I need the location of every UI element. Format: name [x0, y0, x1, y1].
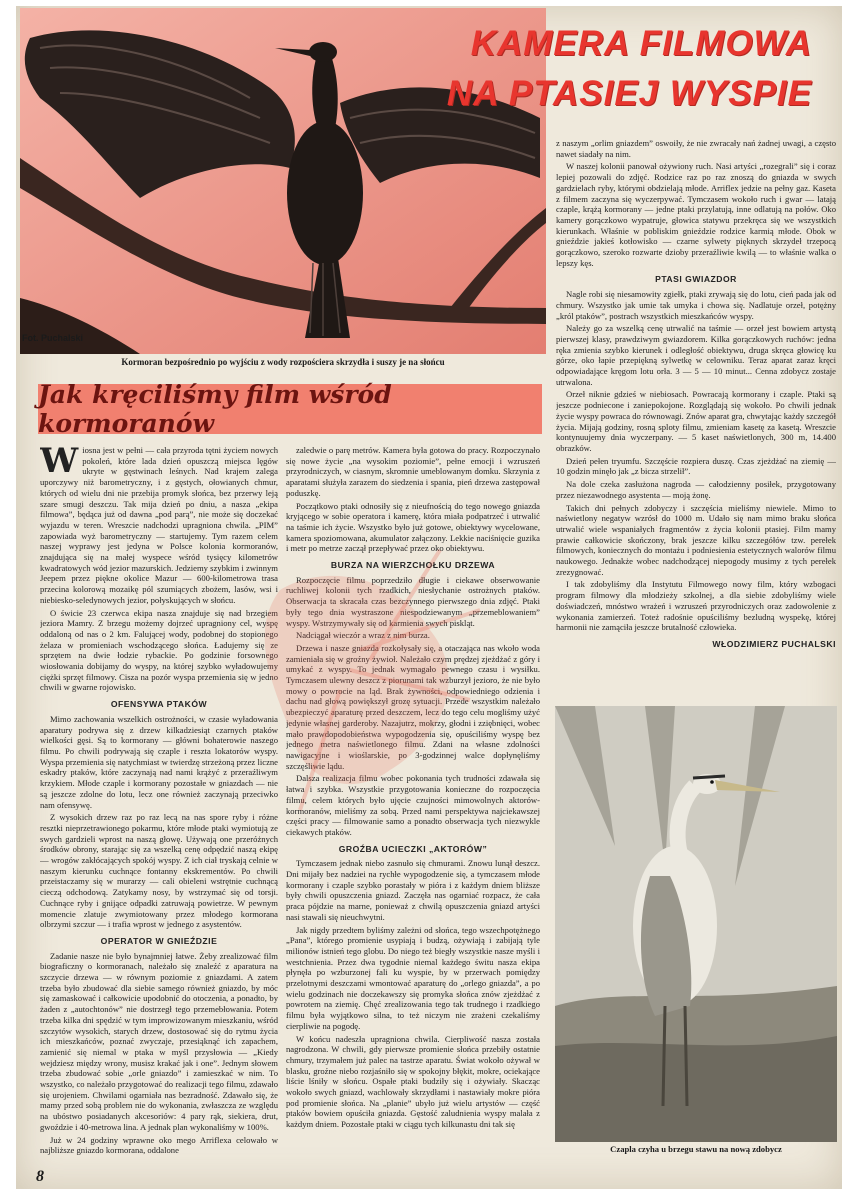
photo-credit: Fot. Puchalski	[22, 333, 84, 343]
heron-illustration	[555, 706, 837, 1142]
article-subtitle: Jak kręciliśmy film wśród kormoranów	[38, 380, 392, 438]
paragraph: Dzień pełen tryumfu. Szczęście rozpiera duszę. Czas zjeżdżać na ziemię — 10 godzin minęło jak „z bicza strzelił”.	[556, 455, 836, 477]
heron-caption: Czapla czyha u brzegu stawu na nową zdobycz	[610, 1144, 782, 1154]
cormorant-photo	[20, 8, 546, 354]
headline-line-1: KAMERA FILMOWA	[470, 24, 812, 63]
paragraph: Rozpoczęcie filmu poprzedziło długie i ciekawe obserwowanie ruchliwej kolonii tych rzadkich, niesłychanie ostrożnych ptaków. Obserwacja ta skracała czas bezczynnego pierwszego dnia zdjęć. Ptaki były tego dnia wystraszone niespodziewanym „przemeblowaniem” wyspy. Wstrzymywały się od karmienia swych piskląt.	[286, 574, 540, 628]
section-heading: BURZA NA WIERZCHOŁKU DRZEWA	[330, 560, 496, 571]
cormorant-illustration	[20, 8, 546, 354]
paragraph: W końcu nadeszła upragniona chwila. Cierpliwość nasza została nagrodzona. W chwili, gdy pierwsze promienie słońca przebiły ostatnie chmury, trzymałem już palec na tastrze aparatu. Świat wokoło ożywał w blasku, groźne niebo rozjaśniło się w spokojny błękit, mokre, ociekające liście lśniły w słońcu. Ospałe ptaki budziły się i ożywiały. Skacząc wokoło swych gniazd, wachlowały skrzydłami i nastawiały mokre pióra pod promienie słońca. Na „planie” ubyło już wielu artystów — część ptaków bowiem opuściła gniazda. Gęstość zaludnienia wyspy malała z każdym dniem. Pozostałe ptaki w ciągu tych kilkunastu dni tak się	[286, 1033, 540, 1130]
paragraph: Z wysokich drzew raz po raz lecą na nas spore ryby i różne resztki nieprzetrawionego pokarmu, które młode ptaki wymiotują ze swych gardzieli wprost na naszą głowę. Używają one przeróżnych środków obrony, starając się za wszelką cenę odpędzić naszą ekipę — wrogów zakłócających spokój wyspy. Z ich ciał tryskają celnie w naszym kierunku cuchnące fontanny ekskrementów. Po chwili przeistaczamy się w murarzy — cali obieleni wstrętnie cuchnącą cieczą odchodową. Zatykamy nosy, by wstrzymać się od torsji. Cuchnące ryby i gnijące odpadki zatruwają powietrze. W pewnym momencie zlatuje zwymiotowany przez młodego kormorana olbrzymi szczur — i trafia wprost w jednego z asystentów.	[40, 812, 278, 930]
paragraph: Już w 24 godziny wprawne oko mego Arriflexa celowało w najbliższe gniazdo kormorana, oddalone	[40, 1134, 278, 1156]
page-number: 8	[36, 1168, 44, 1185]
paragraph: Dalsza realizacja filmu wobec pokonania tych trudności zdawała się łatwa i szybka. Wszystkie przygotowania konieczne do rozpoczęcia filmu, celem których było ujęcie czujności mimowolnych aktorów-kormoranów, mieliśmy za sobą. Przed nami perspektywa najciekawszej części pracy — filmowanie samo a ponadto obserwacja tych niezwykle ciekawych ptaków.	[286, 773, 540, 837]
paragraph: Początkowo ptaki odnosiły się z nieufnością do tego nowego gniazda kryjącego w sobie operatora i kamerę, która miała podpatrzeć i utrwalić na taśmie ich życie. Wszystko było już gotowe, obiektywy wycelowane, kamera spoziomowana, akumulator załączony. Lekkie naciśnięcie guzika i metr po metrze zaczął przepływać przez oko obiektywu.	[286, 500, 540, 554]
column-right	[556, 138, 836, 698]
paragraph: Nagle robi się niesamowity zgiełk, ptaki zrywają się do lotu, cień pada jak od chmury. Wszystko jak umie tak umyka i chowa się. Nadlatuje orzeł, potężny „król ptaków”, postrach wszystkich mieszkańców wyspy.	[556, 289, 836, 321]
section-heading: GROŹBA UCIECZKI „AKTORÓW”	[338, 843, 488, 854]
section-heading: PTASI GWIAZDOR	[655, 274, 737, 285]
article-banner	[38, 380, 542, 438]
photo-caption: Kormoran bezpośrednio po wyjściu z wody rozpościera skrzydła i suszy je na słońcu	[121, 357, 445, 367]
paragraph: Takich dni pełnych zdobyczy i szczęścia mieliśmy niewiele. Mimo to naświetlony negatyw wzrósł do 1000 m. Udało się nam mimo braku słońca utrwalić wiele wspaniałych fragmentów z życia kolonii ptasiej. Film mamy prawie całkowicie skończony, brak jeszcze kilku szczegółów tzw. perełek filmowych, koniecznych do montażu i podniesienia estetycznych walorów filmu naukowego. Jednakże wobec nadchodzącej niepogody musimy z tych perełek zrezygnować.	[556, 502, 836, 577]
paragraph: O świcie 23 czerwca ekipa nasza znajduje się nad brzegiem jeziora Mamry. Z brzegu możemy dojrzeć upragniony cel, wyspę oddaloną od nas o 2 km. Falującej wody, podobnej do stopionego żelaza w promieniach wschodzącego słońca. Ładujemy się ze sprzętem na dwie łodzie rybackie. Po godzinie forsownego wiosłowania dobijamy do wyspy, na której szybko wyładowujemy ciężki sprzęt filmowy. Cisza na pozór wyspa przemienia się w jedno chwili w gwarne rojowisko.	[40, 607, 278, 693]
headline-line-2: NA PTASIEJ WYSPIE	[446, 74, 812, 113]
paragraph: I tak zdobyliśmy dla Instytutu Filmowego nowy film, który wzbogaci program filmowy dla młodzieży szkolnej, a dla siebie zdobyliśmy wiele doświadczeń, mnóstwo wrażeń i wzruszeń przyrodniczych oraz zadowolenie z wykonania zamierzeń. Toteż radośnie opuściliśmy bezludną wyspekę, której harmonii nie zamąciła jeszcze brutalność człowieka.	[556, 579, 836, 633]
paragraph: Orzeł niknie gdzieś w niebiosach. Powracają kormorany i czaple. Ptaki są jeszcze podniecone i zaniepokojone. Rozglądają się wokoło. Po chwili jednak życie wyspy powraca do równowagi. Znów aparat gra, chwytając każdy szczegół życia. Mijają godziny, rosną sploty filmu, zmieniam kasetę za kasetą. Wreszcie kontynuujemy dnia wyczerpany. — 5 kaset naświetlonych, 300 m, 14.400 obrazków.	[556, 389, 836, 453]
paragraph: Na dole czeka zasłużona nagroda — całodzienny posiłek, przygotowany przez niezawodnego asystenta — moją żonę.	[556, 479, 836, 500]
paragraph	[40, 445, 278, 606]
paragraph: zaledwie o parę metrów. Kamera była gotowa do pracy. Rozpoczynało się nowe życie „na wysokim poziomie”, pełne emocji i wzruszeń przyrodniczych, w ciasnym, skromnie umeblowanym domku. Skrzynia z aparatami służyła zarazem do siedzenia i spania, pień drzewa zastępował poduszkę.	[286, 445, 540, 498]
paragraph: W naszej kolonii panował ożywiony ruch. Nasi artyści „rozegrali” się i coraz lepiej pozowali do zdjęć. Rodzice raz po raz znoszą do gniazda w swych gardzielach ryby, którymi obdzielają młode. Arriflex jedzie na pełny gaz. Kaseta z filmem zaczyna się wyczerpywać. Tymczasem wokoło ruch i gwar — latają czaple, krążą kormorany — jedne ptaki przylatują, inne odlatują na połów. Oko kamery gorączkowo wypatruje, głowica statywu przekręca się we wszystkich kierunkach. Właśnie w pobliskim gnieździe rodzice karmią młode. Obok w gnieździe jakieś kotłowisko — czarne sylwety pięknych skrzydeł trzepocą gorączkowo, szeroko rozwarte dzioby przeraźliwie kwilą — to właśnie walka o lepszy kęs.	[556, 161, 836, 268]
column-left	[40, 445, 278, 1165]
paragraph: z naszym „orlim gniazdem” oswoiły, że nie zwracały nań żadnej uwagi, a często nawet siadały na nim.	[556, 138, 836, 159]
paragraph-text: iosna jest w pełni — cała przyroda tętni życiem nowych pokoleń, które lada dzień opuszczą miejsca lęgów ukryte w gęstwinach leśnych. Nad krajem zalega uporczywy niż barometryczny, i z gęstych, ołowianych chmur, których od wielu dni nie przebija promyk słońca, bez przerwy leją szare smugi deszczu. Tak mija dzień po dniu, a nasza „ekipa filmowa”, będąca już od dawna „pod parą”, nie może się doczekać wyjazdu w teren. Wreszcie nadchodzi upragniona chwila. „PIM” zapowiada wyż barometryczny — startujemy. Tym razem celem naszej wyprawy jest jedyna w Polsce kolonia kormoranów, znajdująca się na małej wyspece wśród tysięcy kilometrów kwadratowych wód jezior mazurskich. Jedziemy szybkim i zwinnym Jeepem przez piękne okolice Mazur — 600-kilometrowa trasa przecina kolorową mozaikę pól szumiących zbożem, lasów, wsi i niebiesko-seledynowych jezior, połyskujących w słońcu.	[40, 445, 278, 605]
section-heading: OPERATOR W GNIEŹDZIE	[100, 935, 218, 946]
paragraph: Mimo zachowania wszelkich ostrożności, w czasie wyładowania aparatury podrywa się z drzew kilkadziesiąt czarnych ptaków wielkości gęsi. Są to kormorany — główni bohaterowie naszego filmu. Po chwili podrywają się czaple i reszta lokatorów wyspy. Wyspa przemienia się natychmiast w twierdzę strzeżoną przez liczne eskadry ptaków, które zaczynają nad nami krążyć z przeraźliwym krzykiem. Młode czaple i kormorany pozostałe w gniazdach — nie są jeszcze zdolne do lotu, lecz one również zaczynają przeciwko nam ofensywę.	[40, 713, 278, 810]
headline	[446, 8, 838, 120]
paragraph: Nadciągał wieczór a wraz z nim burza.	[296, 630, 430, 641]
paragraph: Zadanie nasze nie było bynajmniej łatwe. Żeby zrealizować film biograficzny o kormoranach, należało się znaleźć z aparatura na szczycie drzewa — w równym poziomie z gniazdami. A zatem trzeba było zbudować dla siebie samego również gniazdo, by móc się zamaskować i całkowicie upodobnić do otoczenia, a ponadto, by żaden z „autochtonów” nie dostrzegł tego przemebłowania. Potem trzeba kilka dni spędzić w tym improwizowanym mieszkaniu, wśród szczytów wysokich, starych drzew, dostosować się do rytmu życia ich mieszkańców, poznać zwyczaje, przesiąknąć ich zapachem, zamienić się niemal w ptaka w myśl przysłowia — „Kiedy wejdziesz między wrony, musisz krakać jak i one”. Jednym słowem trzeba zbudować sobie „orle gniazdo” i zamieszkać w nim. To wszystko, co należało przygotować do realizacji tego filmu, zdawało się urojeniem. Chwilami ogarniała nas bezradność. Zdawało się, że mamy przed sobą problem nie do wykonania, zwłaszcza ze względu na ubóstwo posiadanych akcesoriów: 4 pary rąk, siekiera, drut, gwoździe i 40-metrowa lina. A jednak plan wykonaliśmy w 100%.	[40, 950, 278, 1132]
paragraph: Drzewa i nasze gniazda rozkołysały się, a otaczająca nas wkoło woda zamieniała się w groźny żywioł. Należało czym prędzej zjeżdżać z góry i umykać z wyspy. To jednak wymagało pewnego czasu i wysiłku. Tymczasem ulewny deszcz z piorunami tak wzburzył jezioro, że nie było mowy o powrocie na ląd. Brak żywności, odpowiedniego odzienia i dachu nad głową powiększył grozę sytuacji. Przede wszystkim należało ubezpieczyć aparaturę przed deszczem, lecz do tego celu mogliśmy użyć jedynie własnej garderoby. Nazajutrz, mokrzy, głodni i zziębnięci, wobec mało prawdopodobieństwa wypogodzenia się, opuściliśmy wyspę bez jednego metra naświetlonego filmu. Zdani na własne zdolności nawigacyjne i wioślarskie, po 3-godzinnej walce dopłynęliśmy szczęśliwie lądu.	[286, 642, 540, 771]
section-heading: OFENSYWA PTAKÓW	[110, 699, 208, 710]
paragraph: Należy go za wszelką cenę utrwalić na taśmie — orzeł jest bowiem artystą pierwszej klasy, prawdziwym gwiazdorem. Kilka gorączkowych ruchów: jedna ręka zmienia szybko kierunek i odległość obiektywu, druga skręca głowicę ku górze, oko łapie przepiękną sylwetkę w celowniku. Teraz aparat zaraz kręci odpowiadające kręgom lotu orła. 3 — 5 — 10 minut... Cenna zdobycz zostaje utrwalona.	[556, 323, 836, 387]
paragraph: Tymczasem jednak niebo zasnuło się chmurami. Znowu lunął deszcz. Dni mijały bez nadziei na rychłe wypogodzenie się, a tymczasem młode kormorany i czaple szybko porastały w pióra i z każdym dniem bliższe były chwili opuszczenia gniazd. Zaczęła nas ogarniać rozpacz, że cała praca pójdzie na marne, ponieważ z chwilą opuszczenia gniazd artyści nasi stawali się nieuchwytni.	[286, 858, 540, 922]
paragraph: Jak nigdy przedtem byliśmy zależni od słońca, tego wszechpotężnego „Pana”, którego promienie usypiają i budzą, ożywiają i zabijają tyle milionów istnień tego globu. Do niego też biegły wszystkie nasze myśli i westchnienia. Przez dwa tygodnie niemal każdego świtu nasza ekipa płynęła po wzburzonej fali ku wyspie, by w przerwach pomiędzy przelotnymi deszczami wmontować aparaturę do „orlego gniazda”, a po wielu godzinach nie doczekawszy się promyka słońca znów zjeżdżać z powrotem na ziemię. Chęć zrealizowania tego tak trudnego i rzadkiego filmu była wyjątkowo silna, to też niczym nie zrażeni czekaliśmy cierpliwie na pogodę.	[286, 924, 540, 1031]
author-signature: WŁODZIMIERZ PUCHALSKI	[712, 638, 836, 649]
heron-photo	[555, 706, 837, 1142]
drop-cap: W	[40, 445, 79, 481]
column-middle	[286, 445, 540, 1165]
